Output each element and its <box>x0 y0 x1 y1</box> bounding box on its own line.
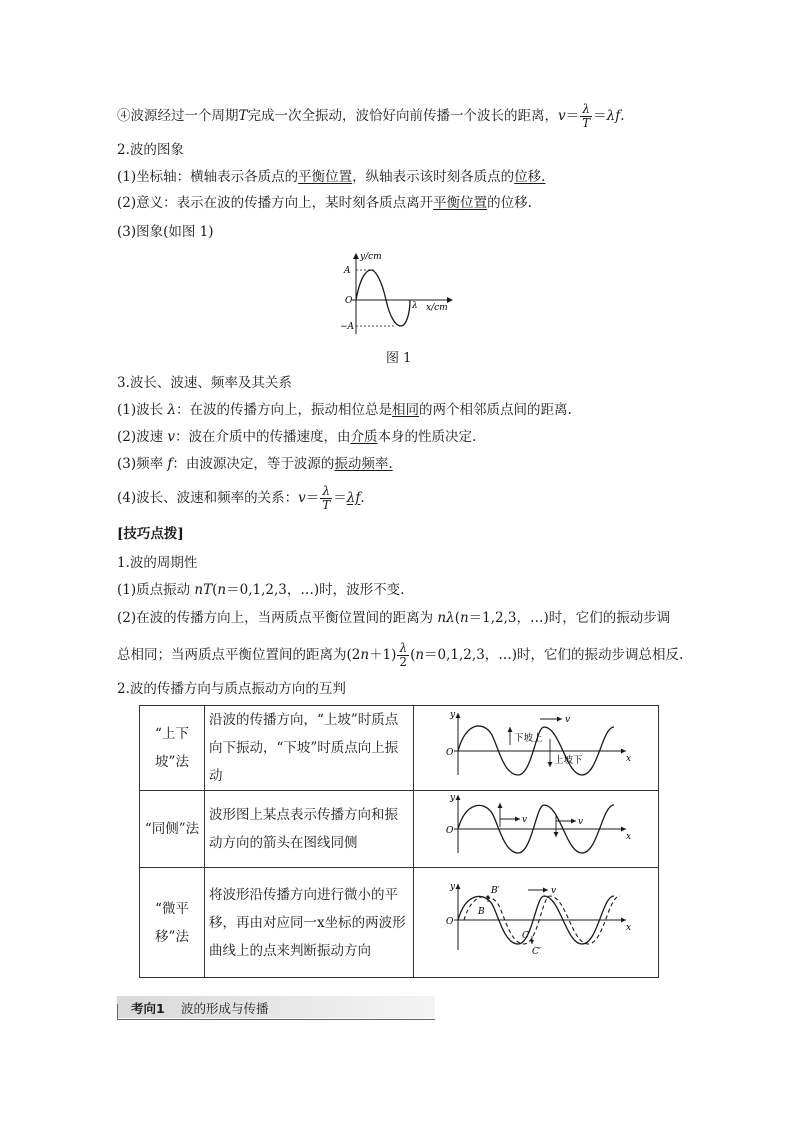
paragraph-periodicity-3: 总相同；当两质点平衡位置间的距离为(2n＋1) $\frac{\lambda}{2}$ (n＝0,1,2,3，…)时，它们的振动步调总相反. <box>117 641 684 669</box>
point-b-label: B <box>478 906 485 917</box>
section-banner <box>117 996 435 1022</box>
amplitude-label: A <box>344 266 351 276</box>
method-description: 将波形沿传播方向进行微小的平移，再由对应同一x坐标的两波形曲线上的点来判断振动方向 <box>205 868 414 978</box>
banner-tag: 考向1 <box>131 1001 165 1016</box>
svg-text:x: x <box>626 922 632 933</box>
paragraph-wave-speed: (2)波速 v：波在介质中的传播速度，由介质本身的性质决定. <box>117 429 477 445</box>
fraction-lambda-over-2: $\frac{\lambda}{2}$ <box>399 641 408 669</box>
wave-curve <box>356 270 410 326</box>
figure-1-wave-graph <box>330 248 460 338</box>
origin-label: O <box>345 296 353 306</box>
methods-table <box>139 705 659 978</box>
figure-translation-method <box>436 880 636 956</box>
svg-text:v: v <box>565 715 571 725</box>
paragraph-meaning: (2)意义：表示在波的传播方向上，某时刻各质点离开平衡位置的位移. <box>117 195 532 211</box>
downslope-up-label: 下坡上 <box>514 733 543 744</box>
svg-text:y: y <box>450 710 456 720</box>
table-row <box>140 868 659 978</box>
paragraph-frequency: (3)频率 f：由波源决定，等于波源的振动频率. <box>117 456 393 472</box>
svg-text:O: O <box>446 916 454 927</box>
point-c-prime-label: C′ <box>532 946 541 956</box>
method-name: “微平移”法 <box>140 868 205 978</box>
y-axis-label: y/cm <box>360 252 382 262</box>
method-name: “上下坡”法 <box>140 706 205 791</box>
svg-text:y: y <box>450 881 456 892</box>
paragraph-periodicity-1: (1)质点振动 nT(n＝0,1,2,3，…)时，波形不变. <box>117 582 405 598</box>
paragraph-axes: (1)坐标轴：横轴表示各质点的平衡位置，纵轴表示该时刻各质点的位移. <box>117 169 546 185</box>
method-description: 波形图上某点表示传播方向和振动方向的箭头在图线同侧 <box>205 791 414 868</box>
negative-amplitude-label: −A <box>340 322 355 332</box>
svg-text:O: O <box>446 748 454 758</box>
banner-title: 波的形成与传播 <box>181 1001 269 1016</box>
svg-text:x: x <box>626 754 632 764</box>
x-axis-label: x/cm <box>426 303 448 313</box>
method-name: “同侧”法 <box>140 791 205 868</box>
paragraph-periodicity-2: (2)在波的传播方向上，当两质点平衡位置间的距离为 nλ(n＝1,2,3，…)时，它们的振动步调 <box>117 610 671 626</box>
fraction-lambda-over-T: $\frac{\lambda}{T}$ <box>582 102 591 130</box>
paragraph-relation: (4)波长、波速和频率的关系：v＝ $\frac{\lambda}{T}$ ＝λf. <box>117 484 365 512</box>
section-heading-direction: 2.波的传播方向与质点振动方向的互判 <box>117 681 346 697</box>
point-b-prime-label: B′ <box>491 885 500 896</box>
point-c-label: C <box>522 930 529 941</box>
svg-text:y: y <box>450 793 456 803</box>
figure-slope-method <box>436 707 636 779</box>
method-description: 沿波的传播方向，“上坡”时质点向下振动，“下坡”时质点向上振动 <box>205 706 414 791</box>
paragraph-graph-ref: (3)图象(如图 1) <box>117 224 214 240</box>
table-row <box>140 706 659 791</box>
figure-1-caption: 图 1 <box>386 351 412 366</box>
fraction-lambda-over-T: $\frac{\lambda}{T}$ <box>322 484 331 512</box>
svg-text:v: v <box>522 815 528 825</box>
svg-text:v: v <box>578 817 584 827</box>
upslope-down-label: 上坡下 <box>554 755 583 766</box>
svg-text:O: O <box>446 826 454 836</box>
section-heading-wavelength: 3.波长、波速、频率及其关系 <box>117 375 292 391</box>
paragraph-wavelength: (1)波长 λ：在波的传播方向上，振动相位总是相同的两个相邻质点间的距离. <box>117 402 572 418</box>
wavelength-label: λ <box>412 301 418 311</box>
section-heading-wave-graph: 2.波的图象 <box>117 142 184 158</box>
figure-same-side-method <box>436 791 636 857</box>
svg-text:v: v <box>551 885 557 896</box>
tips-heading: [技巧点拨] <box>117 526 184 542</box>
section-heading-periodicity: 1.波的周期性 <box>117 555 198 571</box>
svg-text:x: x <box>626 832 632 842</box>
table-row <box>140 791 659 868</box>
paragraph-wave-period: ④波源经过一个周期T完成一次全振动，波恰好向前传播一个波长的距离，v＝ $\frac{\lambda}{T}$ ＝λf. <box>117 102 625 130</box>
